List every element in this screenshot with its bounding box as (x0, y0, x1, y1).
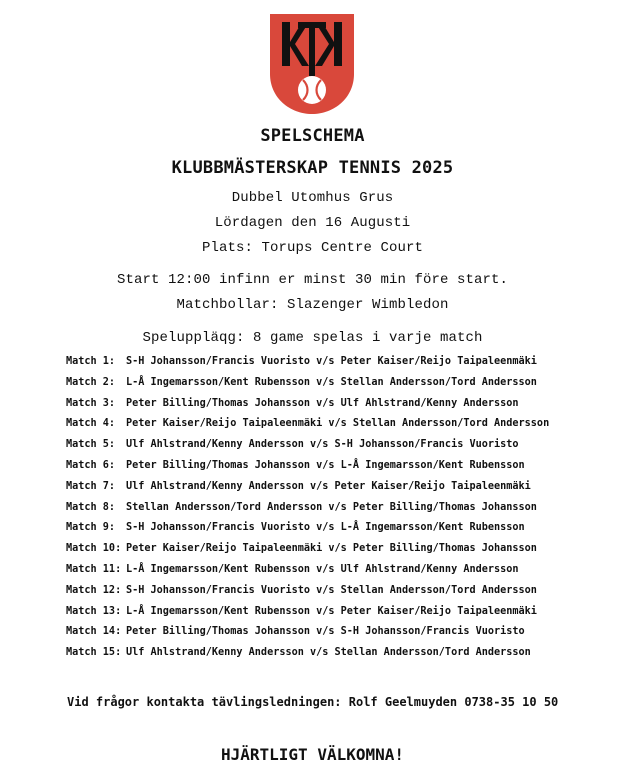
match-label: Match 10: (66, 543, 122, 555)
match-pairing: Peter Billing/Thomas Johansson v/s Ulf Ahlstrand/Kenny Andersson (126, 397, 519, 409)
match-pairing: Ulf Ahlstrand/Kenny Andersson v/s Stellan Andersson/Tord Andersson (126, 647, 531, 659)
match-pairing: L-Å Ingemarsson/Kent Rubensson v/s Peter Kaiser/Reijo Taipaleenmäki (126, 605, 537, 617)
club-shield-logo-icon (268, 12, 356, 116)
match-row (66, 477, 606, 498)
match-label: Match 9: (66, 522, 116, 534)
info-venue: Plats: Torups Centre Court (201, 240, 424, 256)
match-label: Match 6: (66, 459, 116, 471)
match-row (66, 414, 606, 435)
match-row (66, 581, 606, 602)
match-pairing: Peter Kaiser/Reijo Taipaleenmäki v/s Stellan Andersson/Tord Andersson (126, 418, 550, 430)
match-pairing: L-Å Ingemarsson/Kent Rubensson v/s Stellan Andersson/Tord Andersson (126, 376, 537, 388)
match-pairing: Ulf Ahlstrand/Kenny Andersson v/s Peter Kaiser/Reijo Taipaleenmäki (126, 480, 531, 492)
match-pairing: L-Å Ingemarsson/Kent Rubensson v/s Ulf Ahlstrand/Kenny Andersson (126, 563, 519, 575)
match-label: Match 1: (66, 356, 116, 367)
match-pairing: S-H Johansson/Francis Vuoristo v/s L-Å Ingemarsson/Kent Rubensson (126, 522, 525, 534)
match-row (66, 456, 606, 477)
page-title: SPELSCHEMA (260, 126, 365, 146)
match-row (66, 518, 606, 539)
match-label: Match 12: (66, 584, 122, 596)
match-schedule (66, 352, 606, 664)
match-row (66, 539, 606, 560)
match-row (66, 394, 606, 415)
info-balls: Matchbollar: Slazenger Wimbledon (176, 297, 449, 313)
match-row (66, 622, 606, 643)
match-pairing: Ulf Ahlstrand/Kenny Andersson v/s S-H Johansson/Francis Vuoristo (126, 439, 519, 451)
match-row (66, 352, 606, 373)
club-logo (268, 12, 356, 116)
match-row (66, 435, 606, 456)
match-pairing: Peter Kaiser/Reijo Taipaleenmäki v/s Peter Billing/Thomas Johansson (126, 543, 537, 555)
match-label: Match 2: (66, 376, 116, 388)
match-label: Match 11: (66, 563, 122, 575)
match-label: Match 7: (66, 480, 116, 492)
match-pairing: S-H Johansson/Francis Vuoristo v/s Stellan Andersson/Tord Andersson (126, 584, 537, 596)
match-row (66, 498, 606, 519)
contact-info: Vid frågor kontakta tävlingsledningen: Rolf Geelmuyden 0738-35 10 50 (67, 695, 559, 709)
match-pairing: Peter Billing/Thomas Johansson v/s L-Å Ingemarsson/Kent Rubensson (126, 459, 525, 471)
info-date: Lördagen den 16 Augusti (214, 215, 411, 231)
welcome-text: HJÄRTLIGT VÄLKOMNA! (220, 745, 405, 764)
match-pairing: Peter Billing/Thomas Johansson v/s S-H Johansson/Francis Vuoristo (126, 626, 525, 638)
match-row (66, 560, 606, 581)
page-subtitle: KLUBBMÄSTERSKAP TENNIS 2025 (171, 158, 454, 178)
info-setup: Speluppläqg: 8 game spelas i varje match (142, 330, 483, 346)
match-pairing: Stellan Andersson/Tord Andersson v/s Peter Billing/Thomas Johansson (126, 501, 537, 513)
match-label: Match 15: (66, 647, 122, 659)
info-format: Dubbel Utomhus Grus (231, 190, 394, 206)
match-row (66, 643, 606, 664)
match-label: Match 8: (66, 501, 116, 513)
match-label: Match 5: (66, 439, 116, 451)
match-label: Match 3: (66, 397, 116, 409)
match-row (66, 373, 606, 394)
match-label: Match 14: (66, 626, 122, 638)
match-label: Match 4: (66, 418, 116, 430)
match-pairing: S-H Johansson/Francis Vuoristo v/s Peter Kaiser/Reijo Taipaleenmäki (126, 356, 537, 367)
match-label: Match 13: (66, 605, 122, 617)
info-start: Start 12:00 infinn er minst 30 min före start. (116, 272, 509, 288)
match-row (66, 602, 606, 623)
